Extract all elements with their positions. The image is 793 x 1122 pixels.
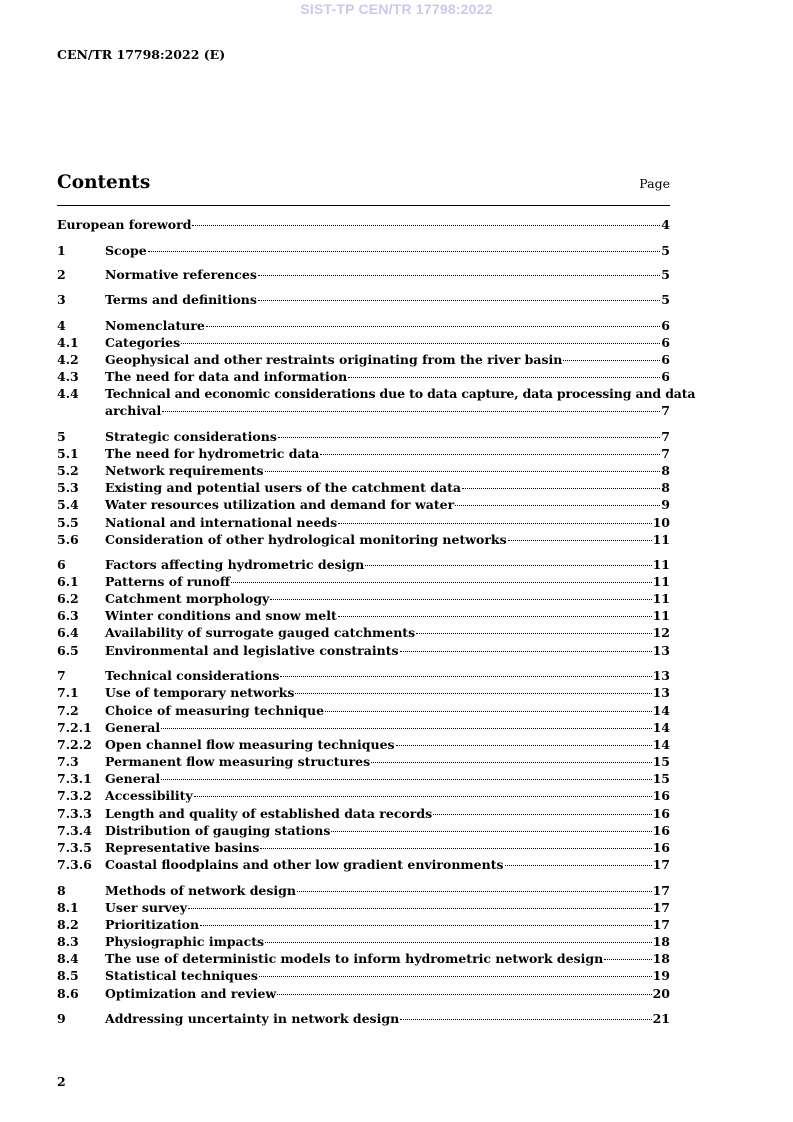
dot-leader	[277, 994, 651, 995]
toc-entry-page: 6	[661, 352, 670, 367]
toc-entry-title: General	[105, 720, 161, 735]
toc-entry-number: 9	[57, 1011, 66, 1026]
toc-entry-page: 11	[652, 574, 670, 589]
toc-entry[interactable]	[57, 496, 670, 513]
toc-entry-title: Representative basins	[105, 840, 260, 855]
toc-entry[interactable]	[57, 702, 670, 719]
dot-leader	[192, 225, 660, 226]
toc-entry-number: 5.3	[57, 480, 79, 495]
toc-entry-number: 8.3	[57, 934, 79, 949]
dot-leader	[563, 360, 660, 361]
toc-entry-page: 7	[661, 446, 670, 461]
toc-entry-page: 15	[652, 771, 670, 786]
toc-entry-page: 5	[661, 243, 670, 258]
dot-leader	[270, 599, 651, 600]
toc-entry-page: 8	[661, 463, 670, 478]
toc-entry-page: 7	[661, 403, 670, 418]
toc-entry-number: 7.3.2	[57, 788, 92, 803]
toc-entry-title: Water resources utilization and demand for water	[105, 497, 455, 512]
toc-entry-page: 13	[652, 643, 670, 658]
toc-entry[interactable]	[57, 385, 696, 419]
toc-entry-title: Statistical techniques	[105, 968, 258, 983]
toc-entry-page: 14	[652, 720, 670, 735]
dot-leader	[295, 693, 651, 694]
toc-entry[interactable]	[57, 317, 670, 334]
dot-leader	[433, 814, 651, 815]
toc-entry[interactable]	[57, 590, 670, 607]
dot-leader	[297, 891, 652, 892]
toc-entry-page: 4	[661, 217, 670, 232]
toc-entry-title: Physiographic impacts	[105, 934, 265, 949]
toc-entry-page: 6	[661, 369, 670, 384]
toc-entry-title: The need for hydrometric data	[105, 446, 320, 461]
toc-entry-page: 17	[652, 900, 670, 915]
toc-entry-title: Categories	[105, 335, 181, 350]
toc-entry-page: 16	[652, 840, 670, 855]
toc-entry-title: Catchment morphology	[105, 591, 270, 606]
toc-entry-title: The use of deterministic models to inform hydrometric network design	[105, 951, 604, 966]
dot-leader	[508, 540, 652, 541]
dot-leader	[365, 565, 651, 566]
toc-entry[interactable]	[57, 719, 670, 736]
toc-entry-page: 18	[652, 951, 670, 966]
dot-leader	[371, 762, 651, 763]
toc-entry-number: 6	[57, 557, 66, 572]
toc-entry-number: 7.3.4	[57, 823, 92, 838]
toc-entry-page: 11	[652, 608, 670, 623]
toc-entry-number: 6.5	[57, 643, 79, 658]
toc-entry-page: 7	[661, 429, 670, 444]
dot-leader	[259, 976, 652, 977]
toc-entry[interactable]	[57, 787, 670, 804]
toc-entry-number: 4.3	[57, 369, 79, 384]
toc-entry-title: Use of temporary networks	[105, 685, 295, 700]
toc-entry-number: 7.3.3	[57, 806, 92, 821]
toc-entry-page: 15	[652, 754, 670, 769]
toc-entry-number: 7.3.5	[57, 840, 92, 855]
toc-entry-page: 6	[661, 318, 670, 333]
toc-entry-page: 17	[652, 857, 670, 872]
toc-entry[interactable]	[57, 856, 670, 873]
toc-entry-title: The need for data and information	[105, 369, 348, 384]
toc-entry-title: Technical considerations	[105, 668, 280, 683]
toc-entry-title: Consideration of other hydrological monitoring networks	[105, 532, 507, 547]
toc-entry[interactable]	[57, 216, 670, 233]
toc-entry-title: Factors affecting hydrometric design	[105, 557, 365, 572]
toc-entry-page: 10	[652, 515, 670, 530]
toc-entry-number: 5.5	[57, 515, 79, 530]
toc-entry[interactable]	[57, 684, 670, 701]
dot-leader	[162, 411, 660, 412]
toc-entry-title: Existing and potential users of the catchment data	[105, 480, 461, 495]
toc-entry-title: Environmental and legislative constraints	[105, 643, 399, 658]
toc-entry-number: 1	[57, 243, 66, 258]
dot-leader	[462, 488, 660, 489]
toc-entry-number: 8.6	[57, 986, 79, 1001]
toc-entry-number: 5.6	[57, 532, 79, 547]
toc-entry-number: 5	[57, 429, 66, 444]
watermark-text: SIST-TP CEN/TR 17798:2022	[300, 1, 493, 17]
toc-entry-title: User survey	[105, 900, 188, 915]
toc-entry[interactable]	[57, 351, 670, 368]
dot-leader	[505, 865, 652, 866]
dot-leader	[400, 1019, 651, 1020]
dot-leader	[260, 848, 651, 849]
toc-entry-page: 21	[652, 1011, 670, 1026]
dot-leader	[161, 779, 651, 780]
toc-entry-number: 6.2	[57, 591, 79, 606]
dot-leader	[258, 300, 660, 301]
toc-entry-title: Optimization and review	[105, 986, 277, 1001]
toc-entry[interactable]	[57, 770, 670, 787]
dot-leader	[416, 633, 651, 634]
dot-leader	[400, 651, 652, 652]
dot-leader	[338, 616, 652, 617]
toc-entry-title: Patterns of runoff	[105, 574, 231, 589]
toc-entry-title: Geophysical and other restraints originating from the river basin	[105, 352, 563, 367]
toc-entry-page: 9	[661, 497, 670, 512]
toc-entry[interactable]	[57, 805, 670, 822]
toc-entry-number: 6.1	[57, 574, 79, 589]
toc-entry-page: 5	[661, 267, 670, 282]
toc-entry-number: 7.3.1	[57, 771, 92, 786]
toc-entry-number: 6.4	[57, 625, 79, 640]
page-number: 2	[57, 1074, 66, 1089]
dot-leader	[320, 454, 660, 455]
toc-entry-page: 18	[652, 934, 670, 949]
toc-entry-number: 5.4	[57, 497, 79, 512]
toc-entry-page: 11	[652, 532, 670, 547]
toc-entry[interactable]	[57, 839, 670, 856]
toc-entry[interactable]	[57, 291, 670, 308]
toc-entry[interactable]	[57, 462, 670, 479]
toc-entry-title: Open channel flow measuring techniques	[105, 737, 395, 752]
toc-entry-number: 8	[57, 883, 66, 898]
toc-entry-number: 2	[57, 267, 66, 282]
toc-entry[interactable]	[57, 967, 670, 984]
toc-entry-title: Coastal floodplains and other low gradient environments	[105, 857, 504, 872]
toc-entry-number: 7.3	[57, 754, 79, 769]
toc-entry-number: 7.1	[57, 685, 79, 700]
dot-leader	[455, 505, 660, 506]
toc-entry-number: 7.2.1	[57, 720, 92, 735]
toc-entry[interactable]	[57, 753, 670, 770]
dot-leader	[188, 908, 652, 909]
toc-entry-title: General	[105, 771, 161, 786]
toc-entry-title: Availability of surrogate gauged catchments	[105, 625, 416, 640]
toc-entry-number: 3	[57, 292, 66, 307]
dot-leader	[280, 676, 651, 677]
toc-entry-number: 7.3.6	[57, 857, 92, 872]
toc-entry-title-continued: archival	[105, 403, 162, 418]
toc-entry-title: Methods of network design	[105, 883, 297, 898]
dot-leader	[325, 711, 652, 712]
toc-entry-number: 4.1	[57, 335, 79, 350]
toc-entry-page: 20	[652, 986, 670, 1001]
toc-entry-number: 4.2	[57, 352, 79, 367]
toc-entry-page: 14	[652, 703, 670, 718]
toc-entry[interactable]	[57, 882, 670, 899]
toc-entry-title: Choice of measuring technique	[105, 703, 325, 718]
toc-entry[interactable]	[57, 573, 670, 590]
toc-entry[interactable]	[57, 950, 670, 967]
toc-entry-page: 16	[652, 806, 670, 821]
dot-leader	[278, 437, 660, 438]
page-column-label: Page	[639, 176, 670, 191]
toc-entry[interactable]	[57, 667, 670, 684]
toc-entry[interactable]	[57, 607, 670, 624]
dot-leader	[604, 959, 651, 960]
toc-entry-page: 16	[652, 788, 670, 803]
toc-entry[interactable]	[57, 242, 670, 259]
toc-entry-title: Permanent flow measuring structures	[105, 754, 371, 769]
dot-leader	[265, 471, 661, 472]
toc-entry-title: Normative references	[105, 267, 257, 282]
toc-entry[interactable]	[57, 624, 670, 641]
toc-entry-page: 11	[652, 591, 670, 606]
toc-entry-title: Scope	[105, 243, 147, 258]
toc-entry[interactable]	[57, 985, 670, 1002]
toc-entry-title: Distribution of gauging stations	[105, 823, 331, 838]
toc-entry-number: 7.2	[57, 703, 79, 718]
toc-entry-page: 5	[661, 292, 670, 307]
toc-entry-page: 17	[652, 917, 670, 932]
document-id: CEN/TR 17798:2022 (E)	[57, 47, 226, 62]
toc-entry-title: Strategic considerations	[105, 429, 277, 444]
toc-entry-title: Addressing uncertainty in network design	[105, 1011, 400, 1026]
toc-entry-number: 5.1	[57, 446, 79, 461]
toc-entry-title: Nomenclature	[105, 318, 205, 333]
dot-leader	[396, 745, 652, 746]
toc-entry[interactable]	[57, 514, 670, 531]
toc-entry-number: 6.3	[57, 608, 79, 623]
toc-entry[interactable]	[57, 531, 670, 548]
toc-entry-page: 11	[652, 557, 670, 572]
toc-entry-page: 19	[652, 968, 670, 983]
dot-leader	[231, 582, 651, 583]
toc-entry[interactable]	[57, 445, 670, 462]
toc-entry-number: 7	[57, 668, 66, 683]
toc-entry-page: 17	[652, 883, 670, 898]
toc-entry-title: Winter conditions and snow melt	[105, 608, 337, 623]
dot-leader	[331, 831, 651, 832]
toc-entry-title: Prioritization	[105, 917, 200, 932]
toc-entry[interactable]	[57, 334, 670, 351]
toc-entry[interactable]	[57, 479, 670, 496]
dot-leader	[161, 728, 651, 729]
dot-leader	[181, 343, 660, 344]
dot-leader	[265, 942, 652, 943]
toc-entry[interactable]	[57, 1010, 670, 1027]
dot-leader	[348, 377, 660, 378]
toc-entry[interactable]	[57, 266, 670, 283]
toc-entry[interactable]	[57, 736, 670, 753]
toc-entry-number: 4	[57, 318, 66, 333]
toc-entry-number: 8.1	[57, 900, 79, 915]
toc-entry-title: Accessibility	[105, 788, 193, 803]
toc-entry-title: Length and quality of established data records	[105, 806, 433, 821]
contents-heading: Contents	[57, 172, 151, 193]
toc-entry[interactable]	[57, 916, 670, 933]
toc-entry-title: Network requirements	[105, 463, 264, 478]
toc-entry-number: 4.4	[57, 386, 79, 401]
toc-entry-number: 8.2	[57, 917, 79, 932]
dot-leader	[148, 251, 661, 252]
toc-entry-number: 7.2.2	[57, 737, 92, 752]
toc-entry-number: 5.2	[57, 463, 79, 478]
toc-entry-number: 8.5	[57, 968, 79, 983]
toc-entry[interactable]	[57, 642, 670, 659]
toc-entry[interactable]	[57, 428, 670, 445]
toc-entry-page: 6	[661, 335, 670, 350]
toc-entry[interactable]	[57, 822, 670, 839]
heading-rule	[57, 205, 670, 206]
dot-leader	[258, 275, 660, 276]
dot-leader	[338, 523, 651, 524]
toc-entry[interactable]	[57, 899, 670, 916]
toc-entry-page: 13	[652, 668, 670, 683]
toc-entry-title: Technical and economic considerations due to data capture, data processing and data	[105, 386, 696, 401]
toc-entry-title: Terms and definitions	[105, 292, 257, 307]
dot-leader	[200, 925, 652, 926]
toc-entry-page: 16	[652, 823, 670, 838]
toc-entry-title: National and international needs	[105, 515, 338, 530]
dot-leader	[194, 796, 652, 797]
toc-entry-page: 8	[661, 480, 670, 495]
toc-entry-page: 14	[652, 737, 670, 752]
toc-entry-page: 13	[652, 685, 670, 700]
toc-entry[interactable]	[57, 556, 670, 573]
toc-entry-number: 8.4	[57, 951, 79, 966]
toc-entry-title: European foreword	[57, 217, 192, 232]
toc-entry[interactable]	[57, 368, 670, 385]
toc-entry[interactable]	[57, 933, 670, 950]
toc-entry-page: 12	[652, 625, 670, 640]
dot-leader	[206, 326, 660, 327]
